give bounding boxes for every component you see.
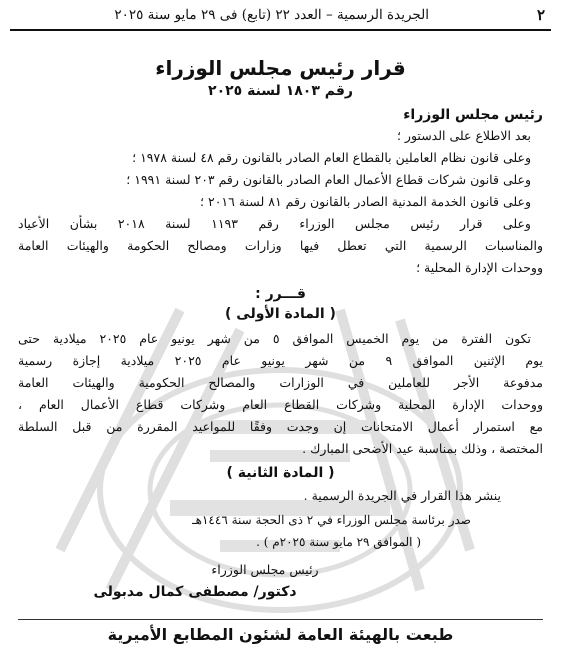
decree-number: رقم ١٨٠٣ لسنة ٢٠٢٥ [208,83,353,99]
decides-heading: قـــرر : [255,286,306,302]
preamble-line: ووحدات الإدارة المحلية ؛ [416,260,543,275]
signature-role: رئيس مجلس الوزراء [211,562,319,577]
gregorian-date: ( الموافق ٢٩ مايو سنة ٢٠٢٥م ) . [256,535,421,549]
article1-line: تكون الفترة من يوم الخميس الموافق ٥ من شهر يونيو عام ٢٠٢٥ ميلادية حتى [18,331,531,346]
article1-line: مع استمرار أعمال الامتحانات إن وجدت وفقًا للمواعيد المقررة من قبل السلطة [18,419,543,434]
preamble-line: بعد الاطلاع على الدستور ؛ [396,128,531,143]
article2-text: ينشر هذا القرار في الجريدة الرسمية . [303,488,501,503]
signature-name: دكتور/ مصطفى كمال مدبولى [93,584,297,600]
issue-info: الجريدة الرسمية – العدد ٢٢ (تابع) فى ٢٩ مايو سنة ٢٠٢٥ [114,7,429,23]
decree-title: قرار رئيس مجلس الوزراء [155,56,406,80]
article1-heading: ( المادة الأولى ) [225,306,336,322]
issuer-heading: رئيس مجلس الوزراء [403,107,543,123]
article1-line: مدفوعة الأجر للعاملين في الوزارات والمصالح الحكومية والهيئات العامة [18,375,543,390]
preamble-line: وعلى قانون الخدمة المدنية الصادر بالقانون رقم ٨١ لسنة ٢٠١٦ ؛ [200,194,531,209]
printer-footer: طبعت بالهيئة العامة لشئون المطابع الأميرية [107,625,454,644]
article1-line: المختصة ، وذلك بمناسبة عيد الأضحى المبارك . [302,441,543,456]
page-header [12,4,549,26]
article1-line: ووحدات الإدارة المحلية وشركات القطاع العام وشركات قطاع الأعمال العام ، [18,397,543,412]
preamble-line: وعلى قانون نظام العاملين بالقطاع العام الصادر بالقانون رقم ٤٨ لسنة ١٩٧٨ ؛ [132,150,531,165]
article1-line: يوم الإثنين الموافق ٩ من شهر يونيو عام ٢٠٢٥ ميلادية إجازة رسمية [18,353,543,368]
page-number: ٢ [536,6,545,24]
preamble-line: والمناسبات الرسمية التي تعطل فيها وزارات ومصالح الحكومة والهيئات العامة [18,238,543,253]
article2-heading: ( المادة الثانية ) [226,465,335,481]
header-divider [10,29,551,31]
preamble-line: وعلى قانون شركات قطاع الأعمال العام الصادر بالقانون رقم ٢٠٣ لسنة ١٩٩١ ؛ [126,172,531,187]
footer-divider [18,619,543,620]
issued-at: صدر برئاسة مجلس الوزراء في ٢ ذى الحجة سنة ١٤٤٦هـ [192,513,471,527]
preamble-line: وعلى قرار رئيس مجلس الوزراء رقم ١١٩٣ لسنة ٢٠١٨ بشأن الأعياد [18,216,531,231]
